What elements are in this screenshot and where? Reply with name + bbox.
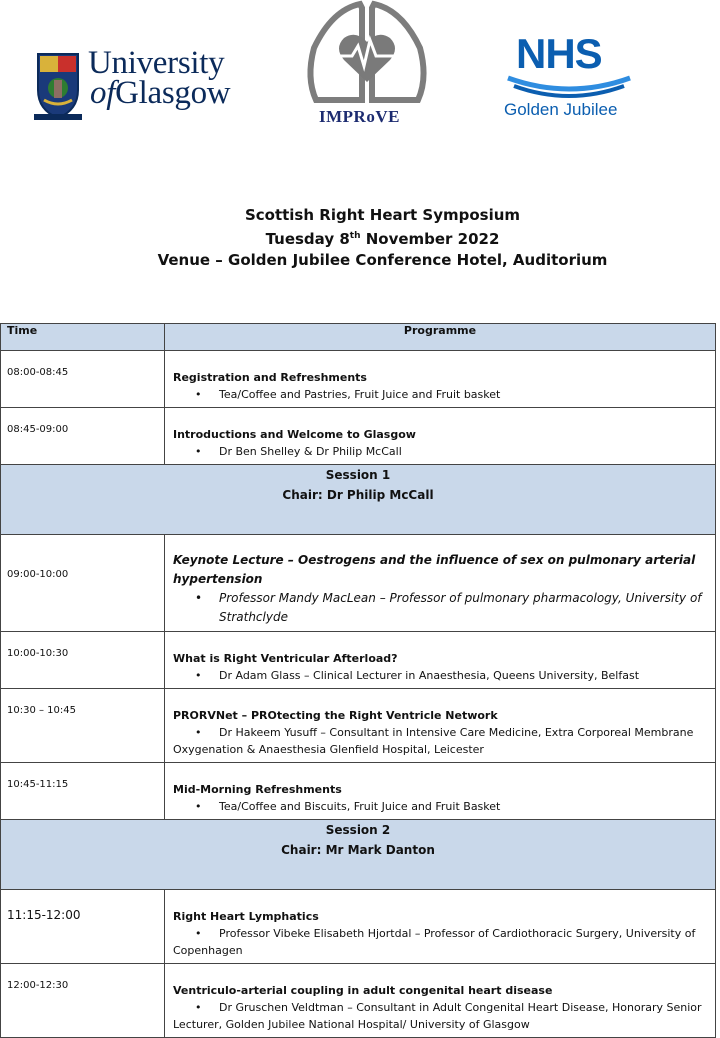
column-header-time: Time (1, 324, 165, 351)
row-time: 11:15-12:00 (1, 890, 165, 964)
item-bullet: • Dr Gruschen Veldtman – Consultant in Adult Congenital Heart Disease, Honorary Senior Lecturer, Golden Jubilee National Hospital/ University of Glasgow (173, 999, 707, 1033)
improve-wordmark: IMPRoVE (319, 107, 400, 126)
table-row (1, 763, 716, 820)
table-row (1, 890, 716, 964)
symposium-date: Tuesday 8th November 2022 (265, 230, 500, 248)
document-heading (0, 205, 720, 271)
improve-logo (302, 0, 432, 130)
uog-line1: University (88, 45, 225, 81)
row-programme (165, 632, 716, 689)
item-bullet: • Dr Adam Glass – Clinical Lecturer in Anaesthesia, Queens University, Belfast (173, 667, 707, 684)
row-time: 10:45-11:15 (1, 763, 165, 820)
row-time: 10:30 – 10:45 (1, 689, 165, 763)
session-cell (1, 820, 716, 890)
university-crest-icon (34, 50, 82, 122)
session-chair: Chair: Dr Philip McCall (282, 488, 434, 502)
uog-line2-rest: Glasgow (115, 75, 231, 111)
item-title: What is Right Ventricular Afterload? (173, 652, 398, 665)
symposium-title: Scottish Right Heart Symposium (244, 206, 521, 224)
item-bullet: • Professor Vibeke Elisabeth Hjortdal – Professor of Cardiothoracic Surgery, University of Copenhagen (173, 925, 707, 959)
nhs-golden-jubilee-logo (502, 30, 642, 130)
item-title: Ventriculo-arterial coupling in adult congenital heart disease (173, 984, 553, 997)
table-row (1, 408, 716, 465)
table-row (1, 351, 716, 408)
nhs-wordmark: NHS (516, 30, 602, 77)
item-title: Right Heart Lymphatics (173, 910, 319, 923)
column-header-programme: Programme (165, 324, 716, 351)
row-programme (165, 689, 716, 763)
row-programme (165, 964, 716, 1038)
programme-table (0, 323, 716, 1038)
item-bullet: • Dr Hakeem Yusuff – Consultant in Intensive Care Medicine, Extra Corporeal Membrane Oxygenation & Anaesthesia Glenfield Hospital, Leicester (173, 724, 707, 758)
row-programme (165, 763, 716, 820)
university-wordmark (88, 45, 231, 111)
session-chair: Chair: Mr Mark Danton (281, 843, 435, 857)
session-row (1, 820, 716, 890)
row-programme (165, 890, 716, 964)
symposium-venue: Venue – Golden Jubilee Conference Hotel, Auditorium (157, 251, 608, 269)
row-time: 09:00-10:00 (1, 535, 165, 632)
table-row (1, 964, 716, 1038)
row-programme (165, 408, 716, 465)
session-row (1, 465, 716, 535)
university-of-glasgow-logo (30, 44, 270, 124)
table-row (1, 632, 716, 689)
row-time: 08:00-08:45 (1, 351, 165, 408)
session-title: Session 2 (325, 823, 391, 837)
item-title: PRORVNet – PROtecting the Right Ventricle Network (173, 709, 498, 722)
item-title: Registration and Refreshments (173, 371, 367, 384)
table-row (1, 689, 716, 763)
session-cell (1, 465, 716, 535)
table-row (1, 535, 716, 632)
item-title: Keynote Lecture – Oestrogens and the influence of sex on pulmonary arterial hypertension (173, 553, 696, 586)
row-time: 10:00-10:30 (1, 632, 165, 689)
item-bullet: • Dr Ben Shelley & Dr Philip McCall (173, 443, 707, 460)
item-title: Mid-Morning Refreshments (173, 783, 342, 796)
table-header-row (1, 324, 716, 351)
item-bullet: • Professor Mandy MacLean – Professor of pulmonary pharmacology, University of Strathclyde (173, 589, 707, 627)
nhs-subtitle: Golden Jubilee (504, 100, 618, 119)
row-programme (165, 535, 716, 632)
uog-line2-prefix: of (90, 75, 116, 111)
item-bullet: • Tea/Coffee and Biscuits, Fruit Juice and Fruit Basket (173, 798, 707, 815)
row-time: 08:45-09:00 (1, 408, 165, 465)
item-title: Introductions and Welcome to Glasgow (173, 428, 416, 441)
row-programme (165, 351, 716, 408)
session-title: Session 1 (325, 468, 391, 482)
row-time: 12:00-12:30 (1, 964, 165, 1038)
item-bullet: • Tea/Coffee and Pastries, Fruit Juice and Fruit basket (173, 386, 707, 403)
lungs-heart-icon (302, 0, 432, 110)
